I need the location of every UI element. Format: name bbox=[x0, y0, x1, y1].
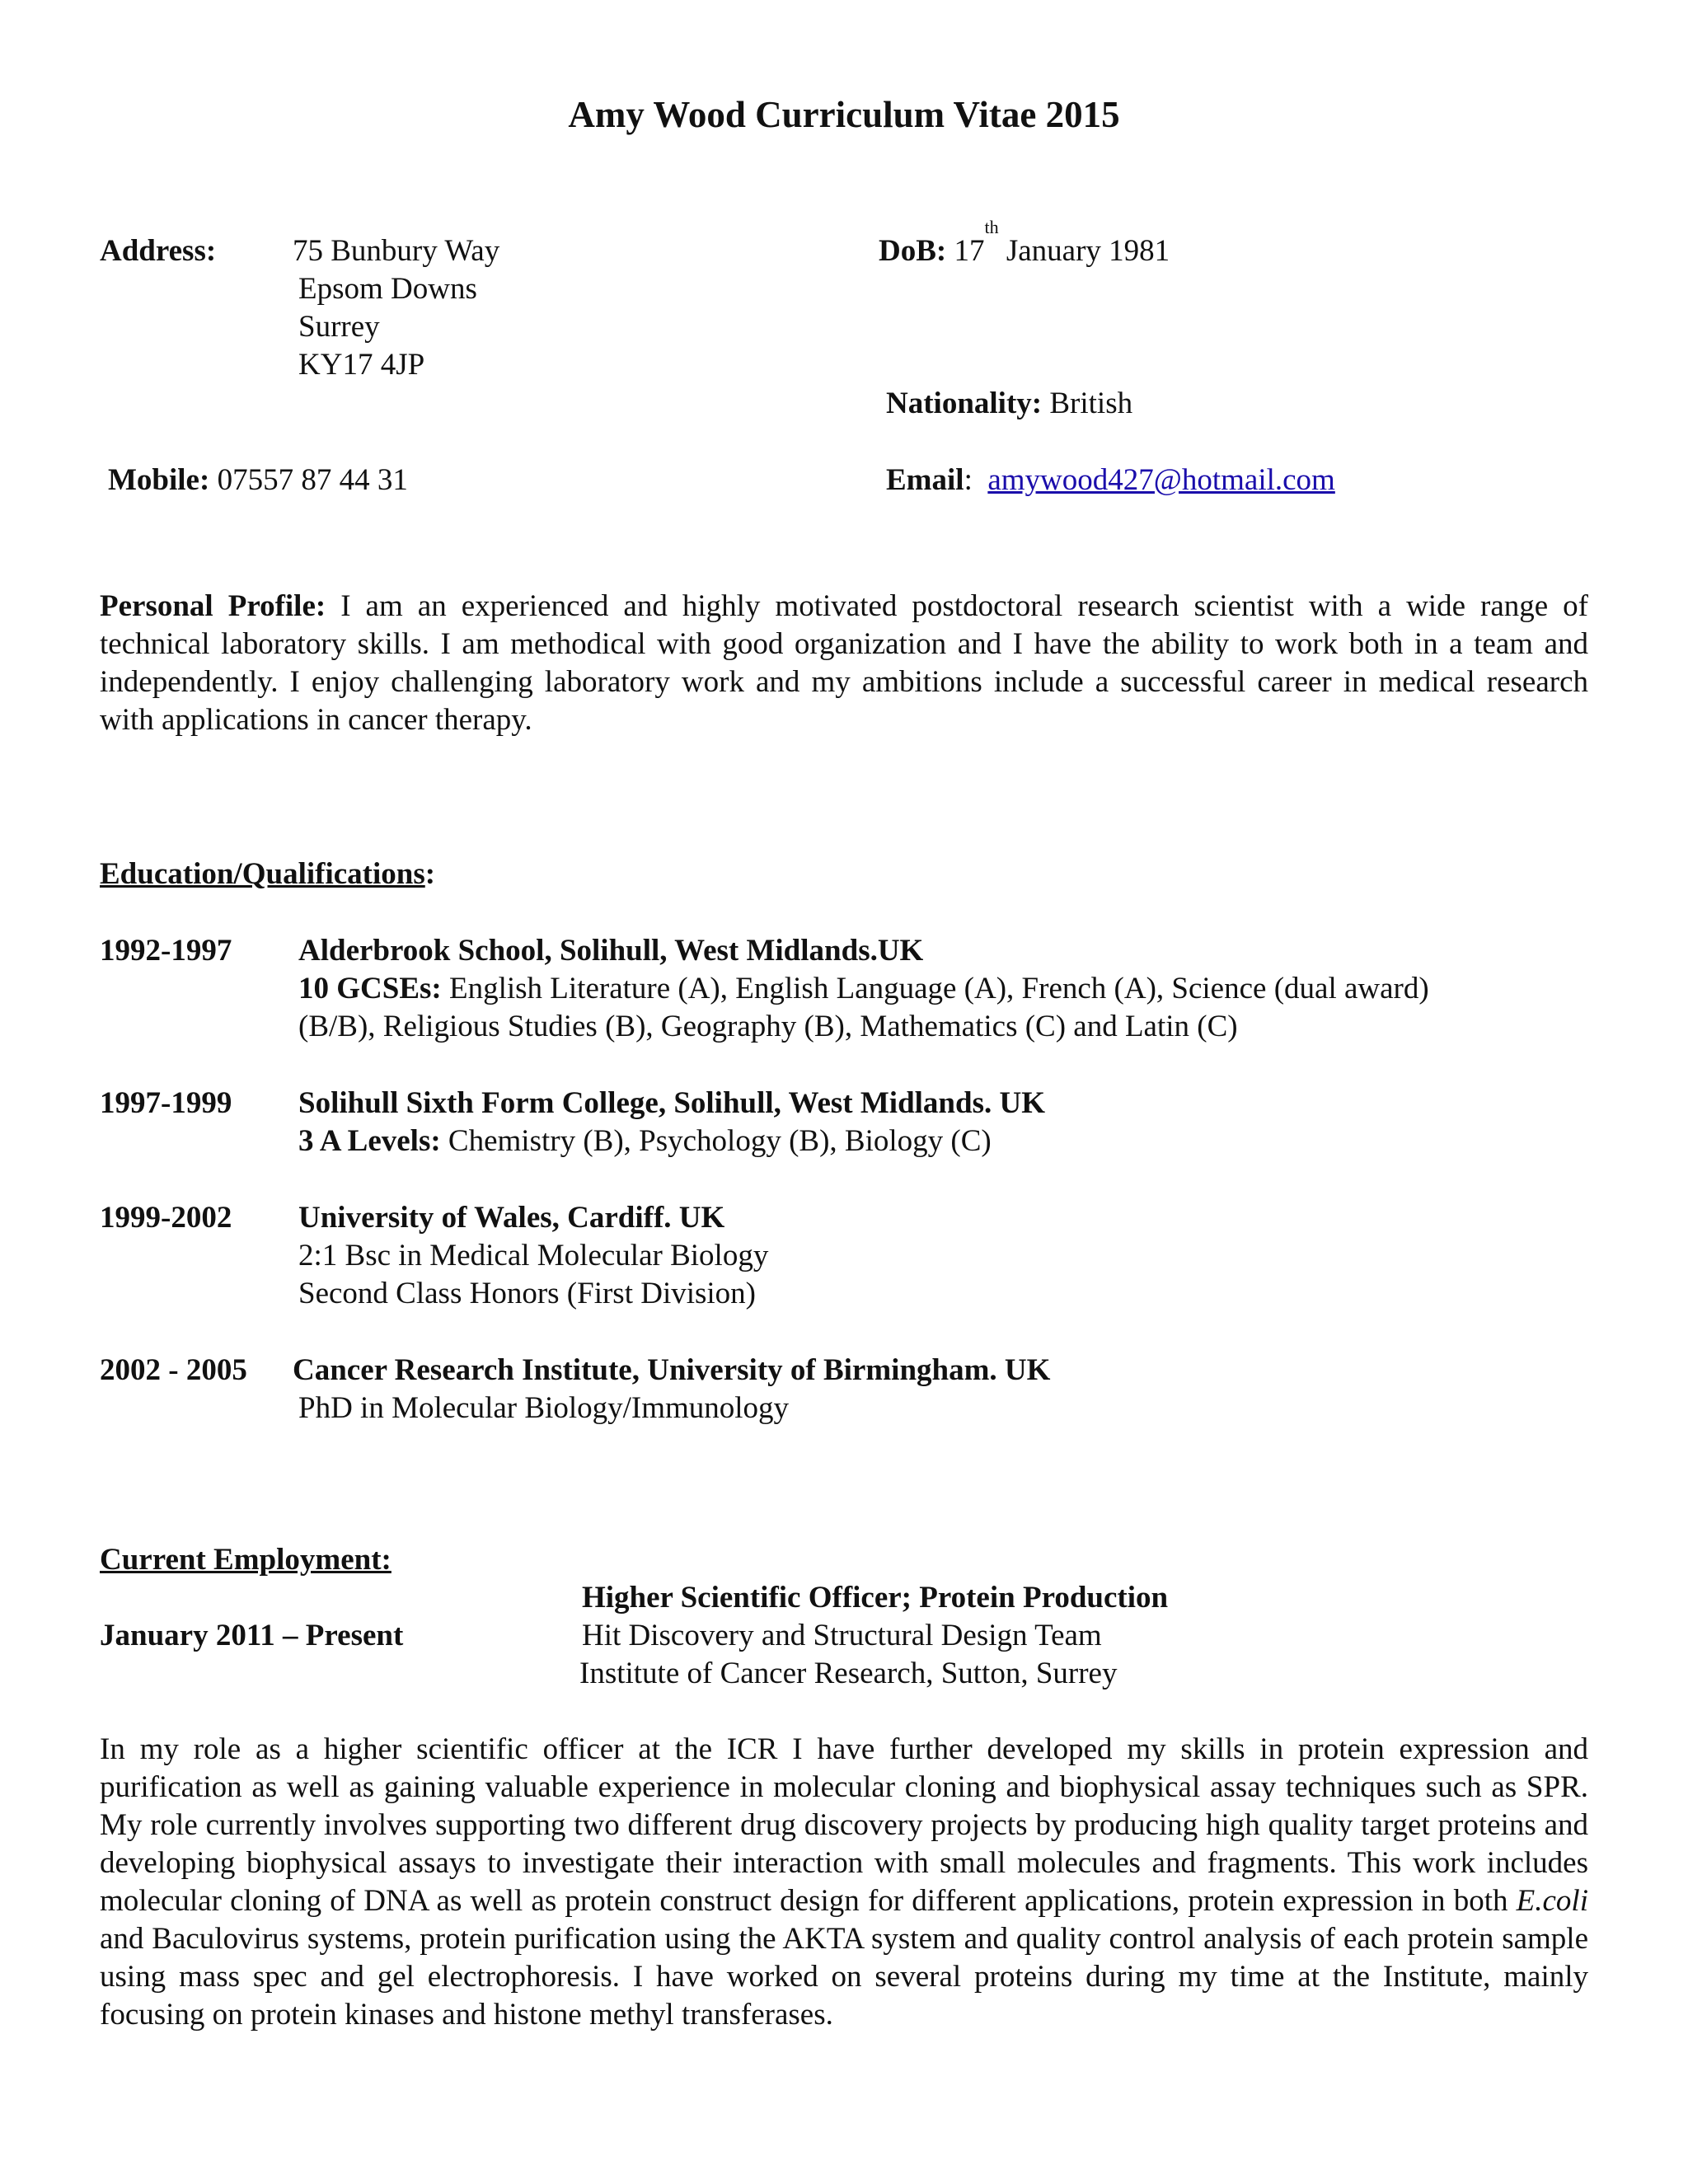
employment-institute: Institute of Cancer Research, Sutton, Surrey bbox=[579, 1657, 1118, 1690]
dob-label: DoB: bbox=[879, 234, 947, 268]
edu-detail-text: English Literature (A), English Language (A), French (A), Science (dual award) bbox=[448, 972, 1429, 1005]
email: Email: amywood427@hotmail.com bbox=[886, 463, 1335, 497]
employment-desc-italic: E.coli bbox=[1516, 1884, 1588, 1918]
edu-detail-label: 10 GCSEs: bbox=[298, 972, 442, 1005]
edu-years: 1997-1999 bbox=[100, 1086, 232, 1120]
edu-detail-text: Chemistry (B), Psychology (B), Biology (C) bbox=[448, 1124, 992, 1158]
education-heading bbox=[100, 855, 435, 893]
edu-detail-line2: (B/B), Religious Studies (B), Geography (B), Mathematics (C) and Latin (C) bbox=[298, 1010, 1238, 1043]
edu-institution: University of Wales, Cardiff. UK bbox=[298, 1201, 725, 1235]
address-line: Epsom Downs bbox=[298, 272, 477, 306]
dob bbox=[879, 217, 1170, 270]
address-label: Address: bbox=[100, 234, 217, 268]
employment-desc-part2: and Baculovirus systems, protein purification using the AKTA system and quality control analysis of each protein sample using mass spec and gel electrophoresis. I have worked on several proteins during my time at the Institute, mainly focusing on protein kinases and histone methyl transferases. bbox=[100, 1922, 1588, 2032]
dob-day: 17 bbox=[954, 234, 985, 268]
nationality-label: Nationality: bbox=[886, 387, 1043, 420]
education-heading-colon: : bbox=[424, 857, 436, 891]
personal-profile bbox=[100, 588, 1588, 739]
education-heading-text: Education/Qualifications bbox=[100, 857, 425, 891]
edu-degree: PhD in Molecular Biology/Immunology bbox=[298, 1391, 790, 1425]
mobile-label: Mobile: bbox=[108, 463, 210, 497]
edu-detail-label: 3 A Levels: bbox=[298, 1124, 441, 1158]
edu-detail bbox=[298, 970, 1429, 1008]
edu-years: 1992-1997 bbox=[100, 934, 232, 968]
edu-institution: Alderbrook School, Solihull, West Midlands.UK bbox=[298, 934, 924, 968]
job-title: Higher Scientific Officer; Protein Production bbox=[582, 1581, 1169, 1615]
email-link[interactable]: amywood427@hotmail.com bbox=[987, 463, 1335, 497]
employment-dates: January 2011 – Present bbox=[100, 1619, 404, 1652]
page-title: Amy Wood Curriculum Vitae 2015 bbox=[568, 94, 1120, 135]
employment-team: Hit Discovery and Structural Design Team bbox=[582, 1619, 1102, 1652]
edu-years: 2002 - 2005 bbox=[100, 1353, 247, 1387]
edu-institution: Cancer Research Institute, University of Birmingham. UK bbox=[293, 1353, 1051, 1387]
edu-institution: Solihull Sixth Form College, Solihull, West Midlands. UK bbox=[298, 1086, 1045, 1120]
nationality bbox=[886, 385, 1132, 423]
address-line: KY17 4JP bbox=[298, 348, 425, 382]
profile-text: I am an experienced and highly motivated postdoctoral research scientist with a wide range of technical laboratory skills. I am methodical with good organization and I have the ability to work both in a team and independently. I enjoy challenging laboratory work and my ambitions include a successful career in medical research with applications in cancer therapy. bbox=[100, 589, 1588, 737]
edu-years: 1999-2002 bbox=[100, 1201, 232, 1235]
employment-description bbox=[100, 1731, 1588, 2034]
mobile bbox=[108, 462, 408, 499]
address-line: 75 Bunbury Way bbox=[293, 234, 500, 268]
profile-label: Personal Profile: bbox=[100, 589, 326, 623]
employment-heading: Current Employment: bbox=[100, 1543, 392, 1577]
dob-rest: January 1981 bbox=[1006, 234, 1170, 268]
edu-detail bbox=[298, 1122, 992, 1160]
mobile-value: 07557 87 44 31 bbox=[217, 463, 408, 497]
address-line: Surrey bbox=[298, 310, 380, 344]
employment-desc-part1: In my role as a higher scientific officer at the ICR I have further developed my skills in protein expression and purification as well as gaining valuable experience in molecular cloning and biophysical assay techniques such as SPR. My role currently involves supporting two different drug discovery projects by producing high quality target proteins and developing biophysical assays to investigate their interaction with small molecules and fragments. This work includes molecular cloning of DNA as well as protein construct design for different applications, protein expression in both bbox=[100, 1732, 1588, 1918]
email-label: Email bbox=[886, 463, 964, 497]
edu-degree: 2:1 Bsc in Medical Molecular Biology bbox=[298, 1239, 769, 1272]
edu-classification: Second Class Honors (First Division) bbox=[298, 1277, 756, 1310]
dob-suffix: th bbox=[984, 217, 999, 237]
nationality-value: British bbox=[1049, 387, 1133, 420]
